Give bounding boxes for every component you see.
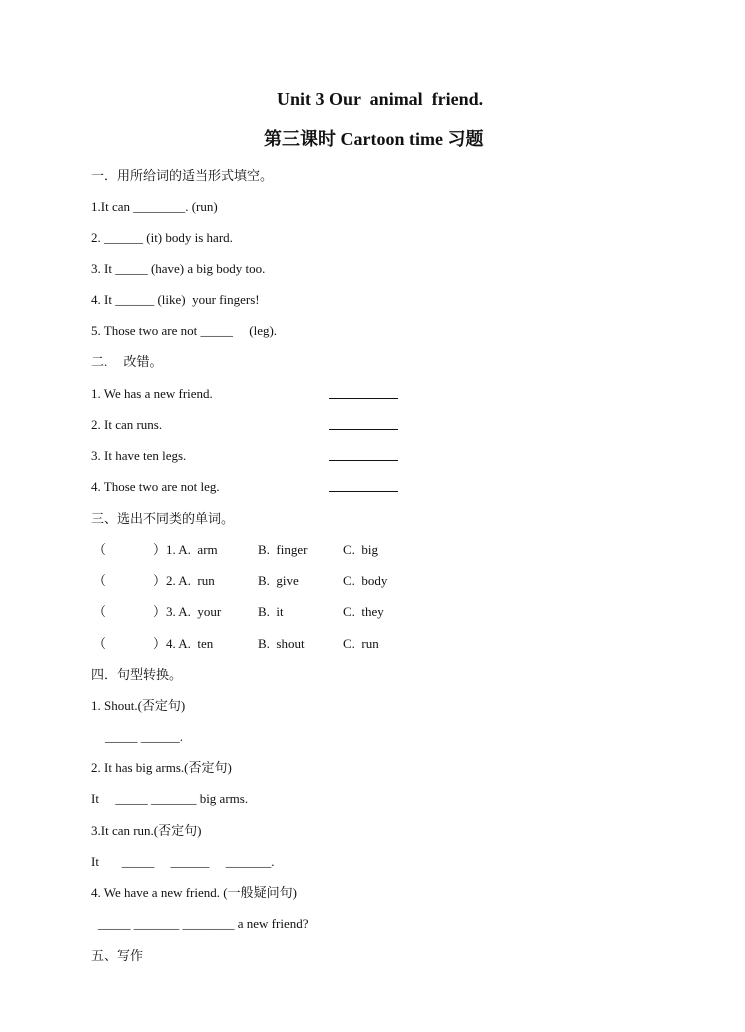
section4-heading: 四．句型转换。 xyxy=(91,667,183,682)
choice-row-4-paren: （ xyxy=(93,636,107,651)
choice-row-1-b: B. finger xyxy=(258,542,308,557)
section2-item-2: 2. It can runs. xyxy=(91,417,163,432)
section4-answer-1: _____ ______. xyxy=(105,729,183,744)
choice-row-4-c: C. run xyxy=(343,636,379,651)
section1-heading: 一．用所给词的适当形式填空。 xyxy=(91,168,274,183)
answer-blank-3 xyxy=(329,448,398,465)
section4-item-3: 3.It can run.(否定句) xyxy=(91,823,202,838)
section4-answer-3: It _____ ______ _______. xyxy=(91,854,275,869)
section2-heading: 二. 改错。 xyxy=(91,354,163,369)
section2-item-4: 4. Those two are not leg. xyxy=(91,479,220,494)
choice-row-2-a: ）2. A. run xyxy=(153,573,215,588)
section4-item-1: 1. Shout.(否定句) xyxy=(91,698,186,713)
answer-blank-4 xyxy=(329,479,398,496)
section4-answer-4: _____ _______ ________ a new friend? xyxy=(98,916,309,931)
section2-item-3: 3. It have ten legs. xyxy=(91,448,187,463)
section1-item-3: 3. It _____ (have) a big body too. xyxy=(91,261,266,276)
section3-heading: 三、选出不同类的单词。 xyxy=(91,511,235,526)
choice-row-2-b: B. give xyxy=(258,573,299,588)
section1-item-2: 2. ______ (it) body is hard. xyxy=(91,230,233,245)
choice-row-3-b: B. it xyxy=(258,604,284,619)
choice-row-1-c: C. big xyxy=(343,542,379,557)
section1-item-4: 4. It ______ (like) your fingers! xyxy=(91,292,260,307)
choice-row-2-c: C. body xyxy=(343,573,388,588)
choice-row-3-paren: （ xyxy=(93,604,107,619)
section5-heading: 五、写作 xyxy=(91,948,144,963)
choice-row-3-a: ）3. A. your xyxy=(153,604,222,619)
answer-blank-1 xyxy=(329,386,398,403)
choice-row-1-a: ）1. A. arm xyxy=(153,542,218,557)
choice-row-1-paren: （ xyxy=(93,542,107,557)
choice-row-4-a: ）4. A. ten xyxy=(153,636,214,651)
choice-row-4-b: B. shout xyxy=(258,636,305,651)
answer-blank-2 xyxy=(329,417,398,434)
section4-answer-2: It _____ _______ big arms. xyxy=(91,791,249,806)
page-subtitle: 第三课时 Cartoon time 习题 xyxy=(264,129,484,149)
section2-item-1: 1. We has a new friend. xyxy=(91,386,213,401)
choice-row-3-c: C. they xyxy=(343,604,384,619)
section1-item-5: 5. Those two are not _____ (leg). xyxy=(91,323,278,338)
choice-row-2-paren: （ xyxy=(93,573,107,588)
section4-item-2: 2. It has big arms.(否定句) xyxy=(91,760,232,775)
section1-item-1: 1.It can ________. (run) xyxy=(91,199,218,214)
page-title: Unit 3 Our animal friend. xyxy=(277,89,484,109)
section4-item-4: 4. We have a new friend. (一般疑问句) xyxy=(91,885,297,900)
